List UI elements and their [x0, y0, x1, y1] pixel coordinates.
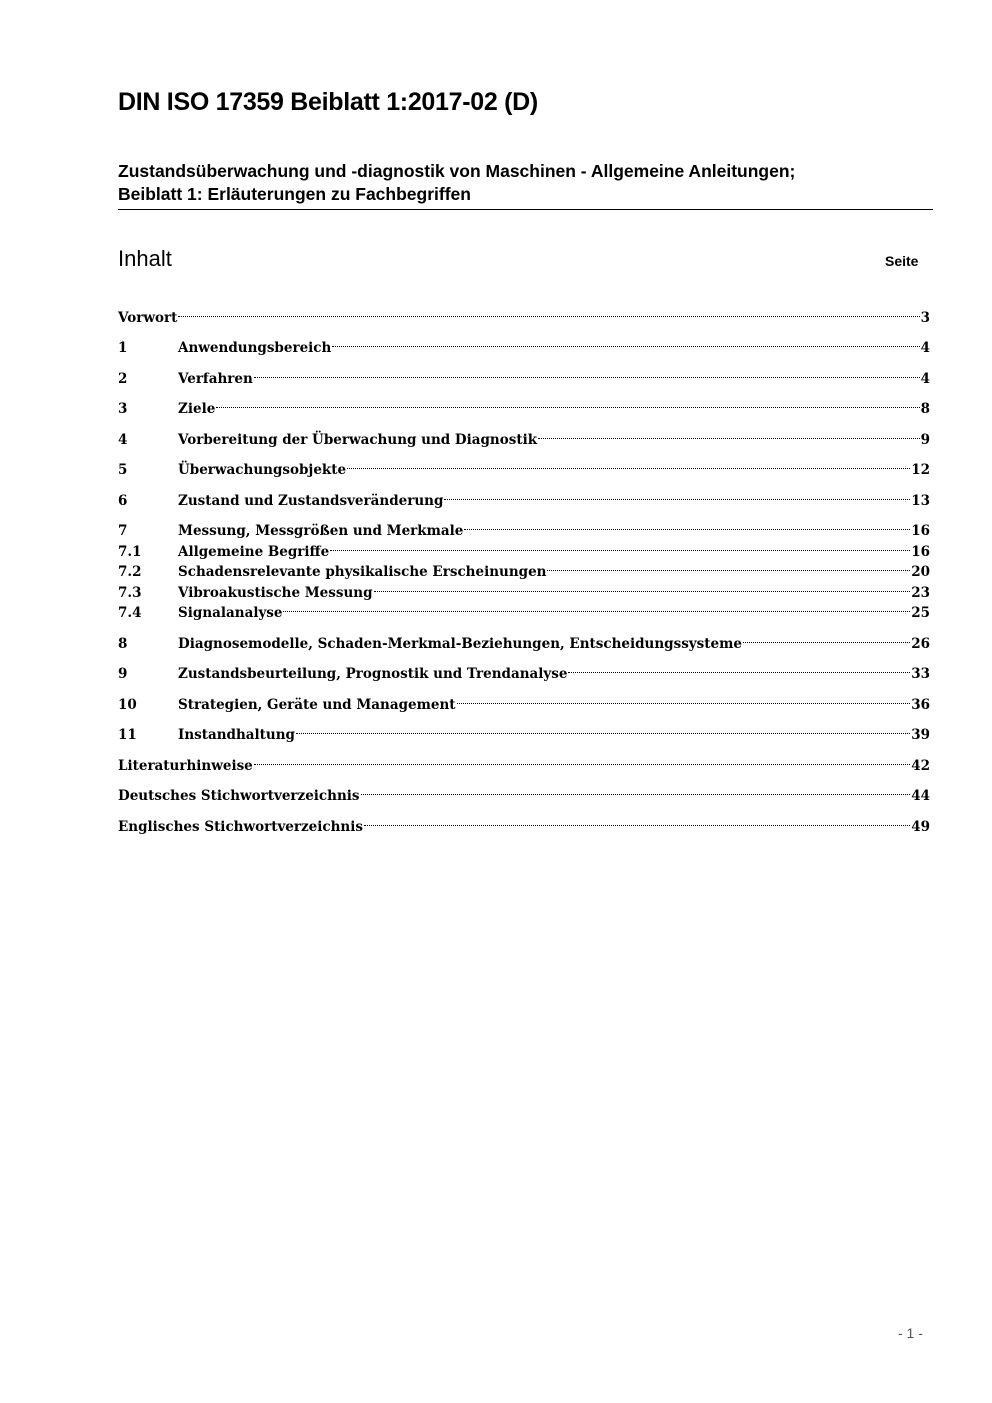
toc-entry-number: 4: [118, 431, 128, 448]
toc-entry-number: 11: [118, 727, 137, 743]
toc-entry-page: 13: [911, 492, 930, 509]
toc-entry[interactable]: [118, 658, 930, 682]
toc-entry-text: Vorbereitung der Überwachung und Diagnostik: [178, 431, 538, 448]
subtitle-line-1: Zustandsüberwachung und -diagnostik von Maschinen - Allgemeine Anleitungen;: [118, 161, 796, 181]
toc-leader-dots: [457, 688, 911, 709]
toc-leader-dots: [254, 362, 920, 383]
toc-entry-number: 5: [118, 462, 128, 478]
toc-entry[interactable]: [118, 688, 930, 713]
toc-entry[interactable]: [118, 454, 930, 478]
toc-page-heading: Seite: [885, 253, 919, 269]
toc-entry-text: Vibroakustische Messung: [178, 584, 373, 601]
table-of-contents: [118, 301, 930, 835]
toc-entry[interactable]: [118, 362, 930, 387]
toc-entry-text: Allgemeine Begriffe: [178, 543, 330, 560]
toc-entry-text: Anwendungsbereich: [178, 340, 332, 356]
toc-leader-dots: [743, 627, 910, 648]
toc-leader-dots: [547, 556, 910, 577]
toc-leader-dots: [178, 301, 919, 322]
toc-entry-number: 7.2: [118, 564, 142, 580]
toc-entry-number: 7.1: [118, 543, 142, 560]
toc-leader-dots: [254, 749, 910, 770]
toc-entry[interactable]: [118, 627, 930, 652]
toc-entry-page: 8: [920, 401, 930, 417]
toc-leader-dots: [538, 423, 920, 444]
toc-entry-text: Schadensrelevante physikalische Erscheinungen: [178, 564, 547, 580]
toc-entry[interactable]: [118, 332, 930, 356]
toc-entry-number: 3: [118, 401, 128, 417]
toc-entry-text: Ziele: [178, 401, 216, 417]
toc-entry-page: 49: [911, 818, 930, 835]
document-title: DIN ISO 17359 Beiblatt 1:2017-02 (D): [118, 88, 538, 116]
toc-entry-page: 23: [911, 584, 930, 601]
toc-entry-page: 4: [920, 340, 930, 356]
toc-entry[interactable]: [118, 301, 930, 326]
toc-entry-text: Messung, Messgrößen und Merkmale: [178, 523, 464, 539]
toc-entry[interactable]: [118, 393, 930, 417]
toc-entry-page: 42: [911, 757, 930, 774]
toc-entry-text: Zustandsbeurteilung, Prognostik und Trendanalyse: [178, 666, 568, 682]
toc-leader-dots: [332, 332, 919, 353]
toc-entry[interactable]: [118, 780, 930, 804]
toc-leader-dots: [361, 780, 911, 801]
toc-entry-text: Vorwort: [118, 309, 178, 326]
toc-entry-number: 10: [118, 696, 137, 713]
toc-leader-dots: [296, 719, 910, 740]
page-number: - 1 -: [898, 1325, 923, 1341]
toc-entry-page: 3: [920, 309, 930, 326]
toc-entry-page: 39: [911, 727, 930, 743]
toc-leader-dots: [347, 454, 910, 475]
toc-entry-number: 7.3: [118, 584, 142, 601]
toc-entry-page: 20: [911, 564, 930, 580]
toc-entry-page: 26: [911, 635, 930, 652]
toc-entry-number: 8: [118, 635, 128, 652]
toc-entry-number: 1: [118, 340, 128, 356]
toc-entry[interactable]: [118, 423, 930, 448]
toc-leader-dots: [330, 535, 910, 556]
toc-entry-text: Englisches Stichwortverzeichnis: [118, 818, 363, 835]
toc-leader-dots: [444, 484, 910, 505]
toc-entry[interactable]: [118, 484, 930, 509]
toc-entry-page: 36: [911, 696, 930, 713]
toc-leader-dots: [568, 658, 910, 679]
toc-entry-page: 44: [911, 788, 930, 804]
toc-entry[interactable]: [118, 749, 930, 774]
toc-entry-number: 6: [118, 492, 128, 509]
toc-entry-text: Deutsches Stichwortverzeichnis: [118, 788, 360, 804]
toc-entry-text: Verfahren: [178, 370, 253, 387]
toc-entry-number: 9: [118, 666, 128, 682]
toc-leader-dots: [374, 576, 911, 597]
toc-leader-dots: [364, 810, 910, 831]
document-subtitle: [118, 160, 933, 210]
toc-leader-dots: [464, 515, 910, 536]
toc-entry-page: 25: [911, 605, 930, 621]
toc-entry-page: 33: [911, 666, 930, 682]
toc-heading: Inhalt: [118, 246, 172, 271]
toc-entry-page: 4: [920, 370, 930, 387]
toc-leader-dots: [283, 597, 910, 618]
toc-entry[interactable]: [118, 719, 930, 743]
toc-entry-page: 16: [911, 543, 930, 560]
toc-entry-text: Überwachungsobjekte: [178, 462, 347, 478]
toc-entry-text: Strategien, Geräte und Management: [178, 696, 456, 713]
toc-entry-text: Signalanalyse: [178, 605, 283, 621]
toc-entry-page: 9: [920, 431, 930, 448]
toc-entry-page: 12: [911, 462, 930, 478]
toc-entry-text: Instandhaltung: [178, 727, 295, 743]
toc-entry-number: 7.4: [118, 605, 142, 621]
toc-entry-number: 2: [118, 370, 128, 387]
toc-entry-text: Diagnosemodelle, Schaden-Merkmal-Beziehungen, Entscheidungssysteme: [178, 635, 742, 652]
toc-entry[interactable]: [118, 810, 930, 835]
toc-entry-page: 16: [911, 523, 930, 539]
toc-entry[interactable]: [118, 515, 930, 539]
toc-entry-number: 7: [118, 523, 128, 539]
toc-entry-text: Literaturhinweise: [118, 757, 253, 774]
toc-leader-dots: [216, 393, 919, 414]
toc-entry-text: Zustand und Zustandsveränderung: [178, 492, 444, 509]
subtitle-line-2: Beiblatt 1: Erläuterungen zu Fachbegriffen: [118, 184, 471, 204]
